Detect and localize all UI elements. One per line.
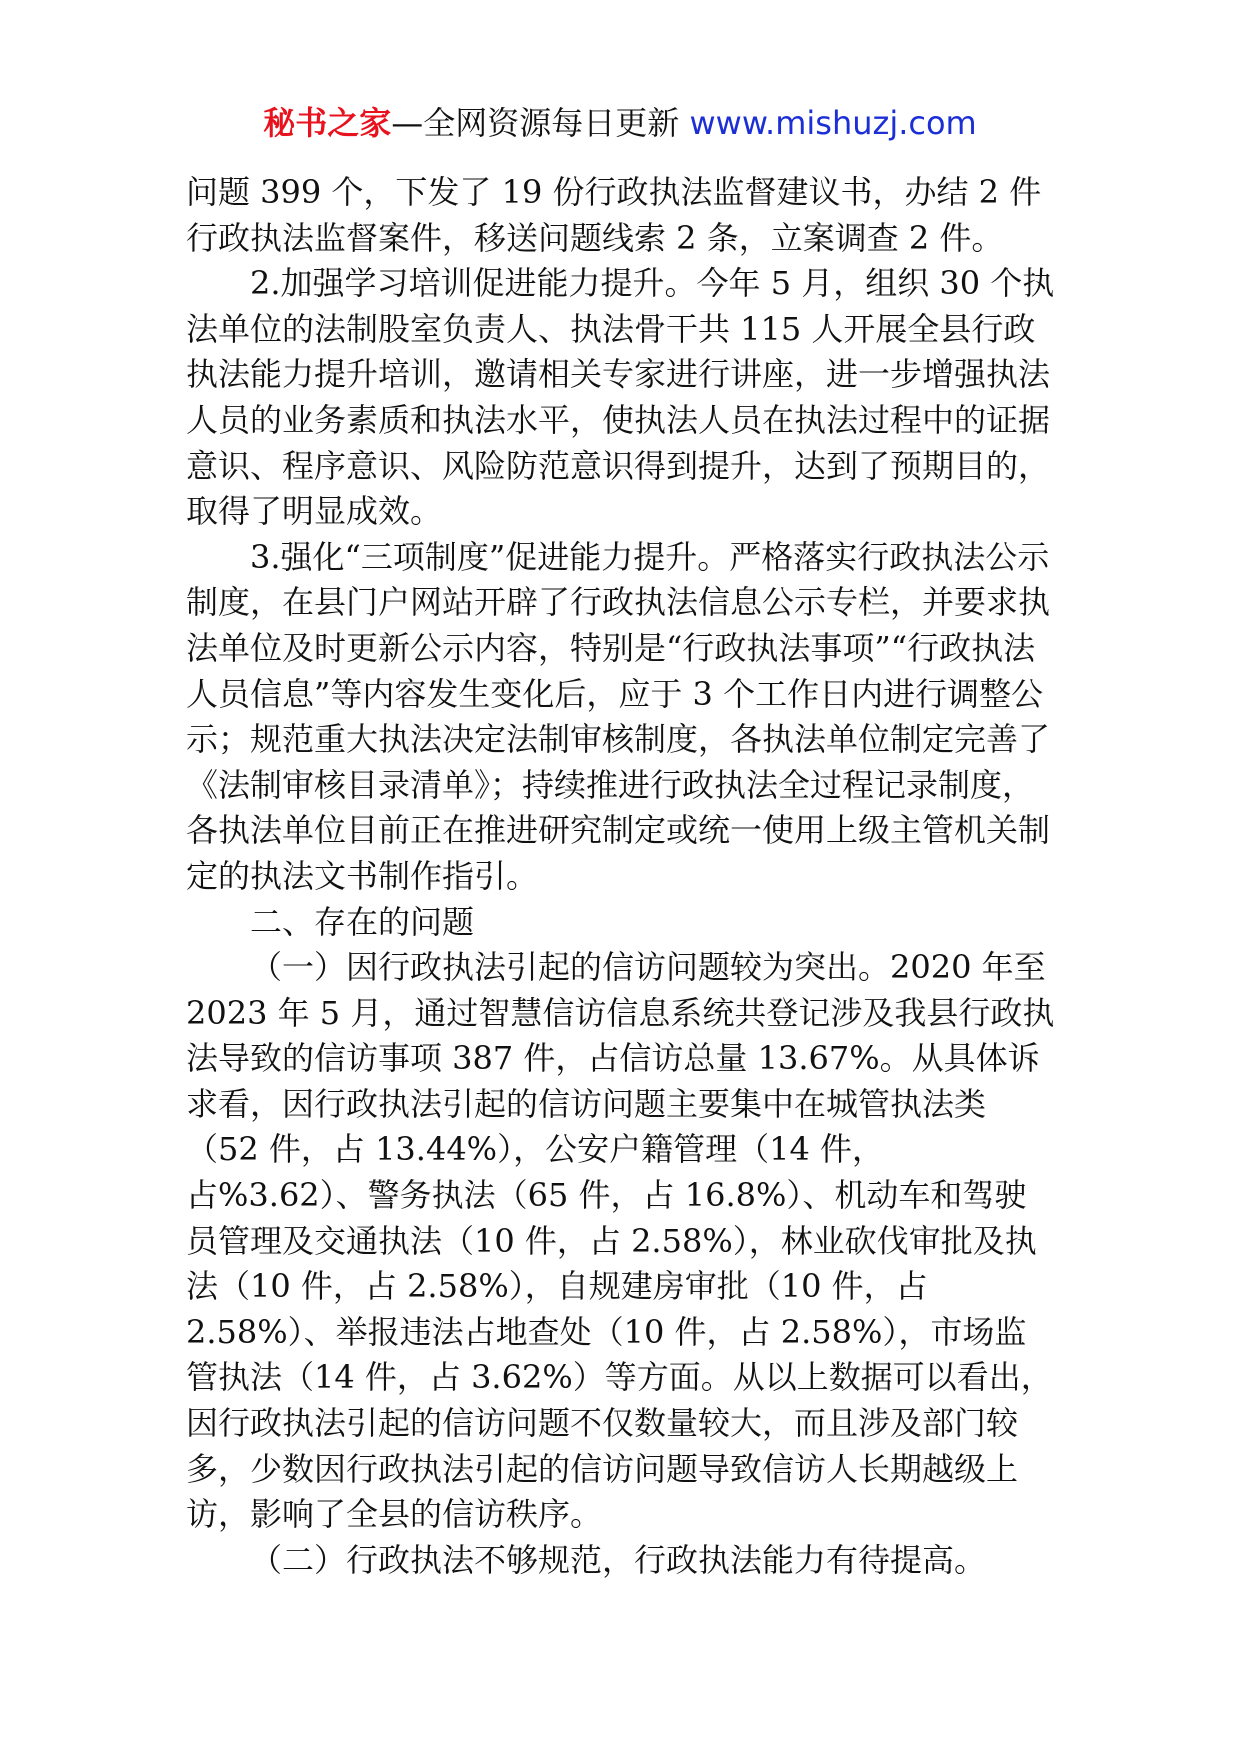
banner-tagline: —全网资源每日更新 xyxy=(391,104,680,142)
document-body xyxy=(186,170,1056,1583)
paragraph-three-systems: 3.强化“三项制度”促进能力提升。严格落实行政执法公示制度，在县门户网站开辟了行政执法信息公示专栏，并要求执法单位及时更新公示内容，特别是“行政执法事项”“行政执法人员信息”等内容发生变化后，应于 3 个工作日内进行调整公示；规范重大执法决定法制审核制度，各执法单位制定完善了《法制审核目录清单》；持续推进行政执法全过程记录制度，各执法单位目前正在推进研究制定或统一使用上级主管机关制定的执法文书制作指引。 xyxy=(186,537,1051,895)
paragraph-continuation: 问题 399 个，下发了 19 份行政执法监督建议书，办结 2 件行政执法监督案件，移送问题线索 2 条，立案调查 2 件。 xyxy=(186,173,1042,257)
site-banner xyxy=(0,100,1240,146)
paragraph-petitions: （一）因行政执法引起的信访问题较为突出。2020 年至 2023 年 5 月，通过智慧信访信息系统共登记涉及我县行政执法导致的信访事项 387 件，占信访总量 13.67%。从具体诉求看，因行政执法引起的信访问题主要集中在城管执法类（52 件，占 13.44%），公安户籍管理（14 件，占%3.62）、警务执法（65 件，占 16.8%）、机动车和驾驶员管理及交通执法（10 件，占 2.58%），林业砍伐审批及执法（10 件，占 2.58%），自规建房审批（10 件，占 2.58%）、举报违法占地查处（10 件，占 2.58%），市场监管执法（14 件，占 3.62%）等方面。从以上数据可以看出，因行政执法引起的信访问题不仅数量较大，而且涉及部门较多，少数因行政执法引起的信访问题导致信访人长期越级上访，影响了全县的信访秩序。 xyxy=(186,948,1055,1534)
paragraph-training: 2.加强学习培训促进能力提升。今年 5 月，组织 30 个执法单位的法制股室负责人、执法骨干共 115 人开展全县行政执法能力提升培训，邀请相关专家进行讲座，进一步增强执法人员的业务素质和执法水平，使执法人员在执法过程中的证据意识、程序意识、风险防范意识得到提升，达到了预期目的，取得了明显成效。 xyxy=(186,264,1055,531)
site-url-link[interactable]: www.mishuzj.com xyxy=(689,104,977,142)
section-heading-problems: 二、存在的问题 xyxy=(250,902,475,941)
sub-heading-enforcement: （二）行政执法不够规范，行政执法能力有待提高。 xyxy=(250,1540,987,1579)
brand-name: 秘书之家 xyxy=(263,104,392,142)
